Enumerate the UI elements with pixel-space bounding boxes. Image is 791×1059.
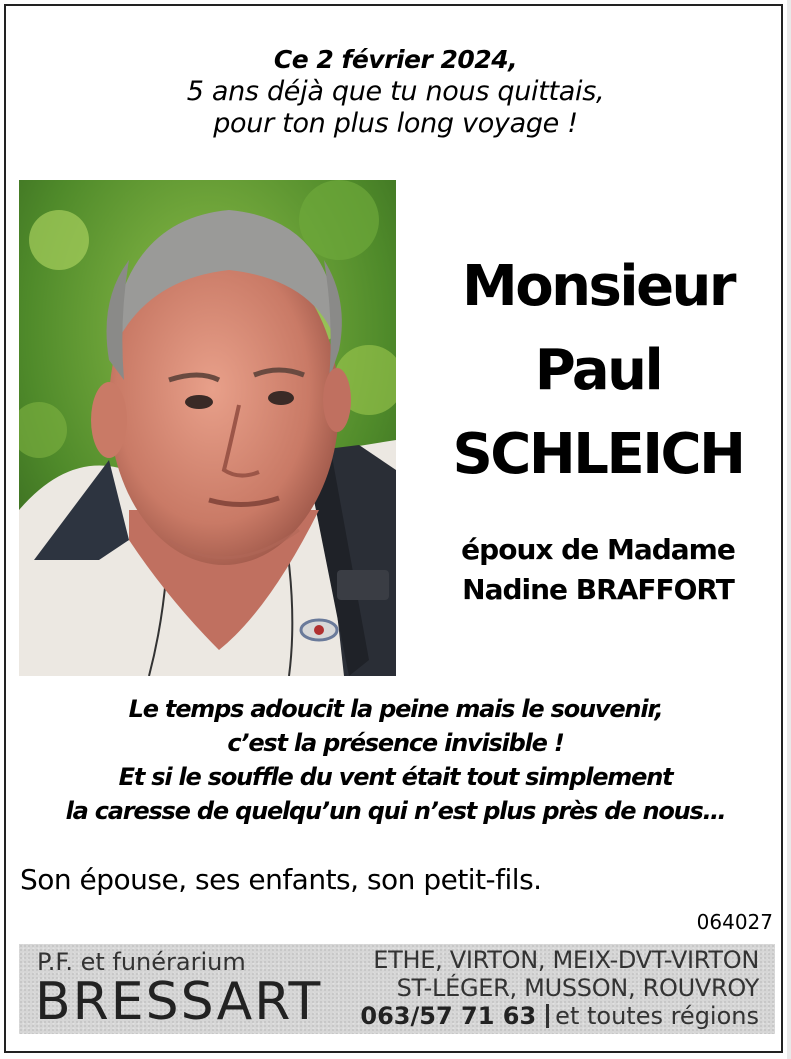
portrait-photo	[19, 180, 396, 676]
funeral-home-towns	[373, 946, 759, 1002]
separator-bar	[546, 1004, 549, 1028]
funeral-home-contact	[360, 1002, 759, 1030]
funeral-home-brand: BRESSART	[35, 972, 323, 1032]
deceased-last-name: SCHLEICH	[452, 422, 744, 487]
memorial-date: Ce 2 février 2024,	[273, 45, 518, 74]
poem-line: Et si le souffle du vent était tout simplement	[118, 763, 673, 791]
poem-line: la caresse de quelqu’un qui n’est plus près de nous…	[65, 797, 726, 825]
reference-number: 064027	[696, 910, 773, 934]
deceased-name-block	[408, 245, 788, 497]
spouse-line-1: époux de Madame	[461, 533, 735, 566]
funeral-home-footer	[19, 944, 775, 1034]
towns-line-2: ST-LÉGER, MUSSON, ROUVROY	[396, 974, 759, 1002]
deceased-title: Monsieur	[461, 254, 735, 319]
phone-number: 063/57 71 63	[360, 1002, 537, 1030]
towns-line-1: ETHE, VIRTON, MEIX-DVT-VIRTON	[373, 946, 759, 974]
regions-text: et toutes régions	[555, 1002, 759, 1030]
memorial-line-1: 5 ans déjà que tu nous quittais,	[186, 76, 605, 107]
poem-block	[0, 692, 791, 828]
memorial-line-2: pour ton plus long voyage !	[213, 108, 578, 139]
poem-line: c’est la présence invisible !	[227, 729, 564, 757]
deceased-first-name: Paul	[534, 338, 662, 403]
family-signature: Son épouse, ses enfants, son petit-fils.	[20, 863, 542, 896]
memorial-header	[0, 44, 791, 140]
funeral-home-label: P.F. et funérarium	[37, 948, 246, 976]
spouse-block	[408, 530, 788, 610]
spouse-line-2: Nadine BRAFFORT	[462, 573, 734, 606]
poem-line: Le temps adoucit la peine mais le souvenir,	[128, 695, 663, 723]
